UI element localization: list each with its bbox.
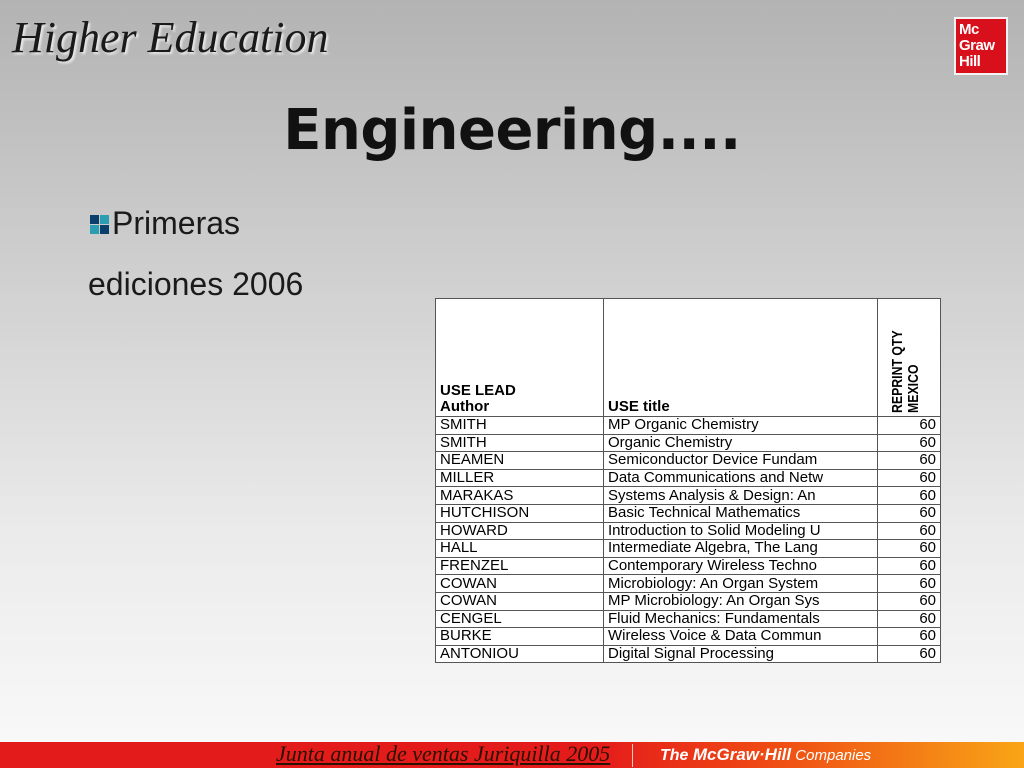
editions-table [435,298,941,663]
table-body [436,417,941,663]
header-qty-line-2: MEXICO [905,364,922,413]
table-row [436,592,941,610]
table-row [436,628,941,646]
cell-author: SMITH [436,434,604,452]
cell-qty: 60 [878,417,941,435]
cell-title: Digital Signal Processing [604,645,878,663]
footer-brand-companies: Companies [791,747,872,764]
cell-title: Intermediate Algebra, The Lang [604,540,878,558]
header-author-line-1: USE LEAD [440,382,516,399]
cell-qty: 60 [878,469,941,487]
cell-title: Semiconductor Device Fundam [604,452,878,470]
cell-qty: 60 [878,645,941,663]
table-row [436,610,941,628]
table-row [436,452,941,470]
cell-author: HOWARD [436,522,604,540]
slide-title: Engineering.... [283,98,741,163]
bullet-subtext: ediciones 2006 [88,266,304,302]
table-row [436,504,941,522]
cell-author: HUTCHISON [436,504,604,522]
cell-qty: 60 [878,504,941,522]
header-qty-line-1: REPRINT QTY [889,330,906,413]
cell-author: COWAN [436,575,604,593]
header-title: USE title [604,299,878,417]
footer-brand-the: The [660,747,693,764]
logo-line-2: Graw [959,37,995,54]
cell-author: COWAN [436,592,604,610]
table-row [436,487,941,505]
cell-qty: 60 [878,557,941,575]
cell-qty: 60 [878,434,941,452]
footer-brand-name: McGraw·Hill [692,745,792,764]
cell-author: HALL [436,540,604,558]
brand-title: Higher Education [12,13,329,62]
logo-line-3: Hill [959,53,981,70]
bullet-text: Primeras [112,205,241,241]
cell-author: NEAMEN [436,452,604,470]
square-bullet-icon [90,215,109,234]
header-author-line-2: Author [440,398,490,415]
bullet-item [90,205,240,242]
table-row [436,557,941,575]
cell-title: Wireless Voice & Data Commun [604,628,878,646]
cell-author: MILLER [436,469,604,487]
table-row [436,540,941,558]
table-row [436,434,941,452]
cell-qty: 60 [878,452,941,470]
cell-title: Introduction to Solid Modeling U [604,522,878,540]
cell-title: MP Microbiology: An Organ Sys [604,592,878,610]
cell-title: MP Organic Chemistry [604,417,878,435]
header-reprint-qty [878,299,941,417]
cell-qty: 60 [878,575,941,593]
table-row [436,417,941,435]
cell-qty: 60 [878,540,941,558]
header-author [436,299,604,417]
cell-author: MARAKAS [436,487,604,505]
cell-qty: 60 [878,522,941,540]
table-row [436,575,941,593]
cell-title: Data Communications and Netw [604,469,878,487]
footer-caption: Junta anual de ventas Juriquilla 2005 [276,741,611,766]
cell-qty: 60 [878,628,941,646]
cell-author: CENGEL [436,610,604,628]
table-header-row [436,299,941,417]
cell-title: Organic Chemistry [604,434,878,452]
mcgraw-hill-logo [954,17,1008,75]
table-row [436,522,941,540]
cell-author: FRENZEL [436,557,604,575]
cell-title: Fluid Mechanics: Fundamentals [604,610,878,628]
cell-qty: 60 [878,610,941,628]
cell-title: Contemporary Wireless Techno [604,557,878,575]
cell-author: BURKE [436,628,604,646]
logo-line-1: Mc [959,21,979,38]
table-row [436,645,941,663]
cell-title: Microbiology: An Organ System [604,575,878,593]
table-row [436,469,941,487]
cell-title: Systems Analysis & Design: An [604,487,878,505]
cell-title: Basic Technical Mathematics [604,504,878,522]
cell-author: ANTONIOU [436,645,604,663]
cell-author: SMITH [436,417,604,435]
footer-brand [660,745,871,765]
footer-divider [632,744,633,767]
cell-qty: 60 [878,592,941,610]
cell-qty: 60 [878,487,941,505]
